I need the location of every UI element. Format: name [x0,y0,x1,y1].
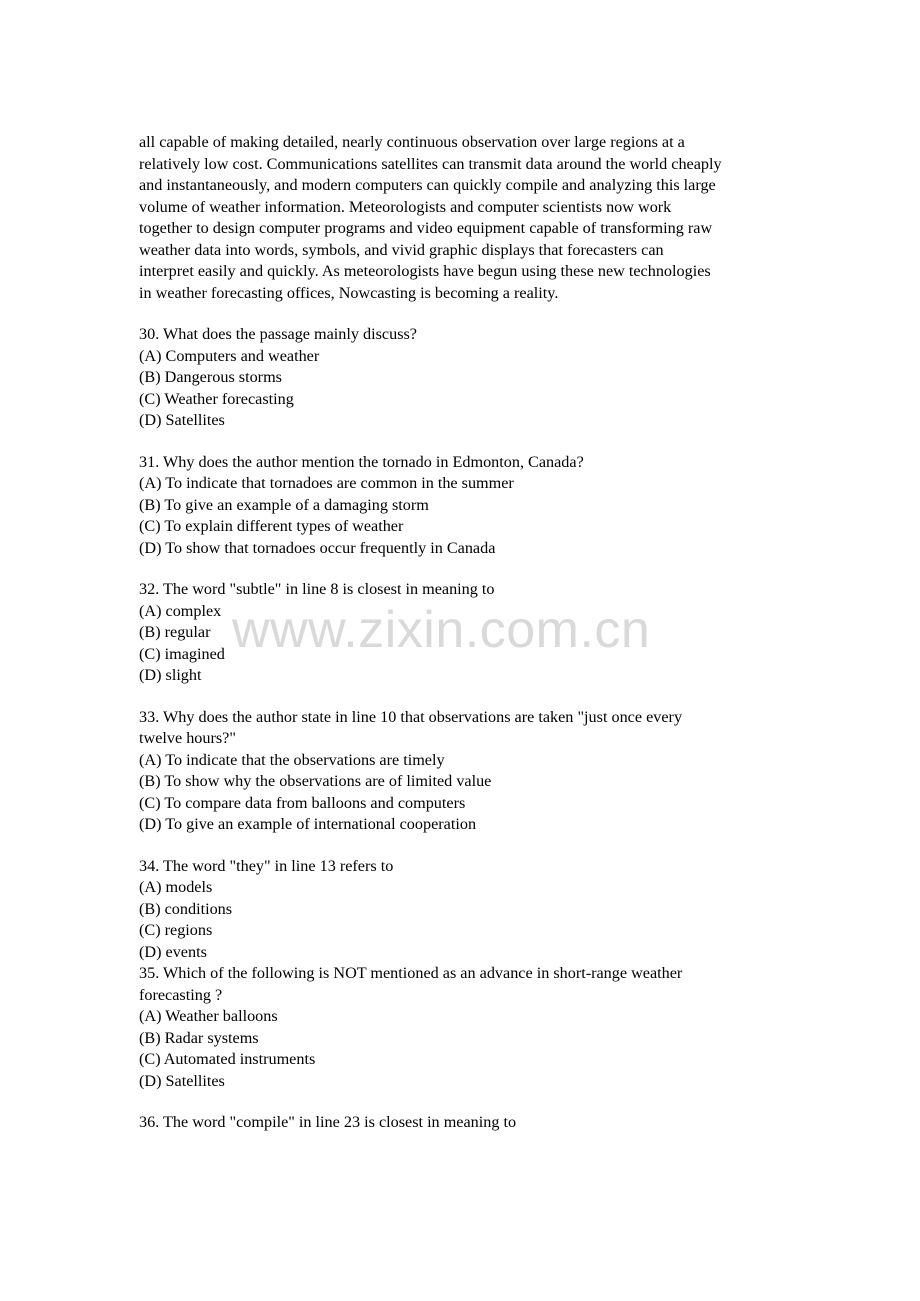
answer-option: (D) Satellites [139,1071,225,1090]
question-36 [139,1112,799,1134]
answer-option: (C) To explain different types of weather [139,517,404,535]
passage-line: weather data into words, symbols, and vivid graphic displays that forecasters can [139,240,664,259]
question-text: 30. What does the passage mainly discuss? [139,325,417,343]
question-30 [139,324,799,432]
answer-option: (A) Weather balloons [139,1007,278,1025]
question-33 [139,707,799,836]
answer-option: (A) models [139,878,213,896]
answer-option: (B) conditions [139,899,233,918]
answer-option: (D) To give an example of international cooperation [139,815,477,833]
answer-option: (C) Automated instruments [139,1050,316,1068]
answer-option: (D) Satellites [139,411,225,429]
question-text: 33. Why does the author state in line 10 that observations are taken "just once every [139,707,683,726]
answer-option: (B) To give an example of a damaging storm [139,495,429,514]
answer-option: (B) Dangerous storms [139,368,282,386]
passage-line: relatively low cost. Communications satellites can transmit data around the world cheaply [139,154,722,173]
answer-option: (C) To compare data from balloons and computers [139,793,466,812]
passage-line: all capable of making detailed, nearly continuous observation over large regions at a [139,133,685,151]
passage-line: together to design computer programs and video equipment capable of transforming raw [139,219,713,237]
answer-option: (B) Radar systems [139,1028,259,1047]
answer-option: (D) To show that tornadoes occur frequently in Canada [139,538,496,557]
question-text: 31. Why does the author mention the tornado in Edmonton, Canada? [139,452,584,471]
answer-option: (C) imagined [139,644,225,663]
answer-option: (D) events [139,942,207,961]
answer-option: (A) Computers and weather [139,346,320,365]
document-page [139,132,799,1134]
question-31 [139,452,799,560]
answer-option: (C) Weather forecasting [139,389,294,408]
answer-option: (B) To show why the observations are of limited value [139,772,492,790]
watermark: www.zixin.com.cn [232,601,651,659]
answer-option: (C) regions [139,921,213,939]
question-text: 35. Which of the following is NOT mentioned as an advance in short-range weather [139,964,683,982]
answer-option: (A) complex [139,601,222,620]
question-text: forecasting ? [139,985,223,1004]
question-text: twelve hours?" [139,729,236,747]
answer-option: (B) regular [139,623,211,641]
answer-option: (A) To indicate that tornadoes are common in the summer [139,474,514,492]
question-text: 32. The word "subtle" in line 8 is closest in meaning to [139,580,495,598]
question-34 [139,856,799,964]
reading-passage [139,132,799,304]
answer-option: (A) To indicate that the observations are timely [139,750,445,769]
question-text: 34. The word "they" in line 13 refers to [139,856,394,875]
question-35 [139,963,799,1092]
passage-line: and instantaneously, and modern computers can quickly compile and analyzing this large [139,176,716,194]
passage-line: interpret easily and quickly. As meteorologists have begun using these new technologies [139,262,711,280]
passage-line: volume of weather information. Meteorologists and computer scientists now work [139,197,672,216]
question-32 [139,579,799,687]
answer-option: (D) slight [139,666,202,684]
question-text: 36. The word "compile" in line 23 is closest in meaning to [139,1113,517,1131]
passage-line: in weather forecasting offices, Nowcasting is becoming a reality. [139,283,559,302]
